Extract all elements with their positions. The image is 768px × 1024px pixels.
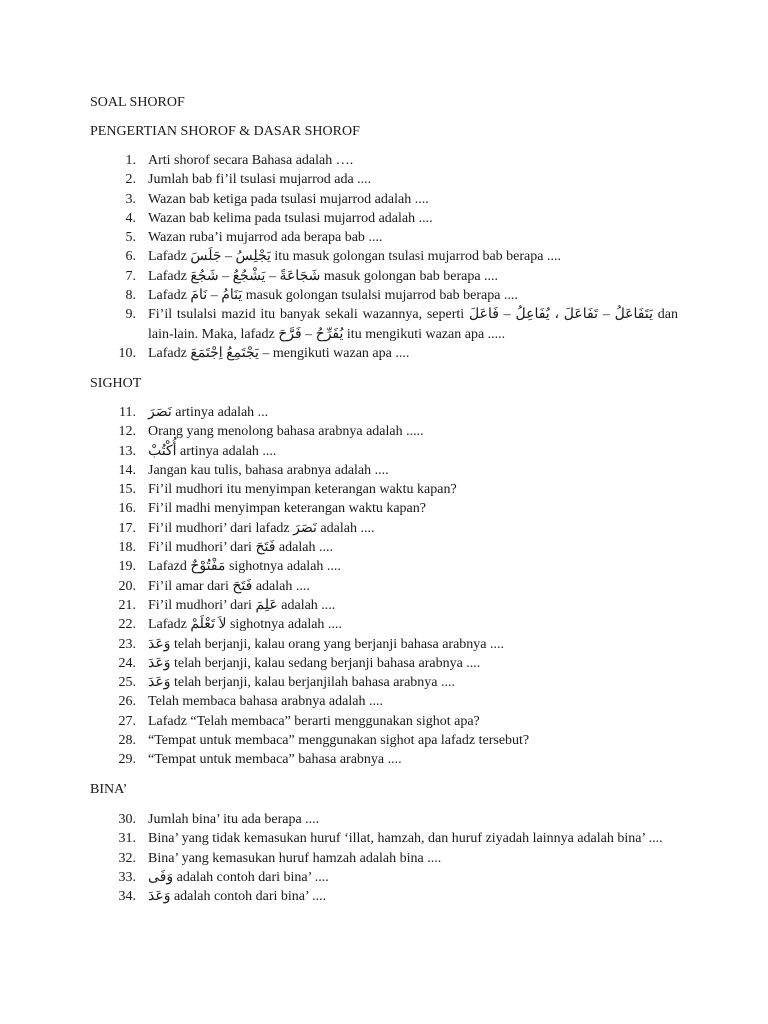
question-number: 24. [118,655,136,671]
question-text: وَفَى adalah contoh dari bina’ .... [148,869,329,885]
section-heading-sighot: SIGHOT [90,376,142,391]
question-list-bina [90,810,678,906]
question-text: Bina’ yang tidak kemasukan huruf ‘illat, hamzah, dan huruf ziyadah lainnya adalah bina’ .... [148,831,663,847]
question-item [90,577,678,596]
question-text: Wazan ruba’i mujarrod ada berapa bab .... [148,230,383,246]
question-item [90,403,678,422]
question-number: 23. [118,636,136,652]
question-number: 30. [118,812,136,827]
question-number: 17. [118,520,136,536]
question-text: وَعَدَ adalah contoh dari bina’ .... [148,889,327,905]
question-item [90,712,678,731]
question-number: 8. [125,288,136,304]
question-text: Orang yang menolong bahasa arabnya adalah ..... [148,424,424,440]
question-text: Lafadz يَجْلِسُ – جَلَسَ itu masuk golongan tsulasi mujarrod bab berapa .... [148,249,561,265]
question-number: 16. [118,501,136,517]
question-item [90,422,678,441]
question-number: 14. [118,462,136,478]
question-number: 20. [118,578,136,594]
question-item [90,461,678,480]
question-item [90,519,678,538]
question-item [90,442,678,461]
question-item [90,557,678,576]
question-item [90,499,678,518]
question-number: 12. [118,424,136,440]
question-text: Jumlah bab fi’il tsulasi mujarrod ada .... [148,172,372,188]
question-item [90,190,678,209]
question-text: “Tempat untuk membaca” menggunakan sighot apa lafadz tersebut? [148,733,530,749]
document-title: SOAL SHOROF [90,95,185,110]
question-text: Fi’il mudhori’ dari lafadz نَصَرَ adalah .... [148,520,375,536]
question-text: Fi’il mudhori’ dari فَتَحَ adalah .... [148,540,333,556]
question-item [90,538,678,557]
question-number: 25. [118,675,136,691]
question-item [90,692,678,711]
question-text: وَعَدَ telah berjanji, kalau sedang berjanji bahasa arabnya .... [148,655,481,671]
section-heading-pengertian: PENGERTIAN SHOROF & DASAR SHOROF [90,124,360,139]
question-text: Lafadz يَجْتَمِعُ اِجْتَمَعَ – mengikuti wazan apa .... [148,345,410,361]
question-number: 33. [118,869,136,885]
question-number: 13. [118,443,136,459]
question-number: 6. [125,249,136,265]
question-text: Fi’il tsulalsi mazid itu banyak sekali wazannya, seperti يَتَفَاعَلُ – تَفَاعَلَ ، يُفَاعِلُ – فَاعَلَ dan lain-lain. Maka, lafadz يُفَرِّحُ – فَرَّحَ itu mengikuti wazan apa ..... [148,307,679,342]
question-number: 29. [118,752,136,768]
question-text: Lafadz شَجَاعَةً – يَشْجُعُ – شَجُعَ masuk golongan bab berapa .... [148,268,499,284]
question-item [90,480,678,499]
question-number: 3. [125,191,136,207]
question-number: 10. [118,345,136,361]
section-heading-bina: BINA’ [90,782,128,797]
question-item [90,305,678,344]
question-number: 19. [118,559,136,575]
question-number: 21. [118,597,136,613]
question-text: Arti shorof secara Bahasa adalah …. [148,153,354,168]
question-number: 22. [118,617,136,633]
question-item [90,228,678,247]
question-number: 18. [118,540,136,556]
question-item [90,615,678,634]
question-item [90,151,678,170]
question-text: نَصَرَ artinya adalah ... [148,405,269,420]
question-item [90,868,678,887]
question-item [90,170,678,189]
question-item [90,635,678,654]
question-item [90,750,678,769]
question-item [90,731,678,750]
question-item [90,887,678,906]
question-number: 7. [125,268,136,284]
question-text: Lafadz لاَ تَعْلَمْ sighotnya adalah .... [148,617,342,633]
question-list-pengertian [90,151,678,363]
question-number: 1. [125,153,136,168]
question-text: وَعَدَ telah berjanji, kalau orang yang berjanji bahasa arabnya .... [148,636,504,652]
question-item [90,286,678,305]
question-text: Wazan bab ketiga pada tsulasi mujarrod adalah .... [148,191,429,207]
question-text: Telah membaca bahasa arabnya adalah .... [148,694,383,710]
question-text: Fi’il amar dari فَتَحَ adalah .... [148,578,310,594]
question-item [90,344,678,363]
question-number: 27. [118,713,136,729]
question-text: Lafazd مَفْتُوْحٌ sighotnya adalah .... [148,559,341,575]
question-item [90,673,678,692]
question-text: “Tempat untuk membaca” bahasa arabnya .... [148,752,402,768]
question-number: 11. [119,405,136,420]
question-text: Lafadz “Telah membaca” berarti menggunakan sighot apa? [148,713,480,729]
question-number: 26. [118,694,136,710]
question-number: 5. [125,230,136,246]
question-number: 15. [118,482,136,498]
question-item [90,810,678,829]
question-text: أُكْتُبْ artinya adalah .... [148,443,277,459]
question-text: Fi’il madhi menyimpan keterangan waktu kapan? [148,501,426,517]
question-text: Lafadz يَنَامُ – نَامَ masuk golongan tsulalsi mujarrod bab berapa .... [148,288,518,304]
question-number: 28. [118,733,136,749]
question-item [90,654,678,673]
question-item [90,849,678,868]
question-text: Jangan kau tulis, bahasa arabnya adalah .... [148,462,389,478]
question-item [90,596,678,615]
question-number: 32. [118,850,136,866]
question-text: Jumlah bina’ itu ada berapa .... [148,812,320,827]
question-item [90,247,678,266]
question-item [90,829,678,848]
question-text: Bina’ yang kemasukan huruf hamzah adalah bina .... [148,850,442,866]
question-number: 34. [118,889,136,905]
question-text: Wazan bab kelima pada tsulasi mujarrod adalah .... [148,210,433,226]
question-list-sighot [90,403,678,770]
question-item [90,209,678,228]
question-number: 9. [125,307,136,323]
question-text: Fi’il mudhori itu menyimpan keterangan waktu kapan? [148,482,457,498]
question-item [90,267,678,286]
question-number: 4. [125,210,136,226]
question-text: Fi’il mudhori’ dari عَلِمَ adalah .... [148,597,336,613]
question-number: 2. [125,172,136,188]
question-text: وَعَدَ telah berjanji, kalau berjanjilah bahasa arabnya .... [148,675,456,691]
question-number: 31. [118,831,136,847]
